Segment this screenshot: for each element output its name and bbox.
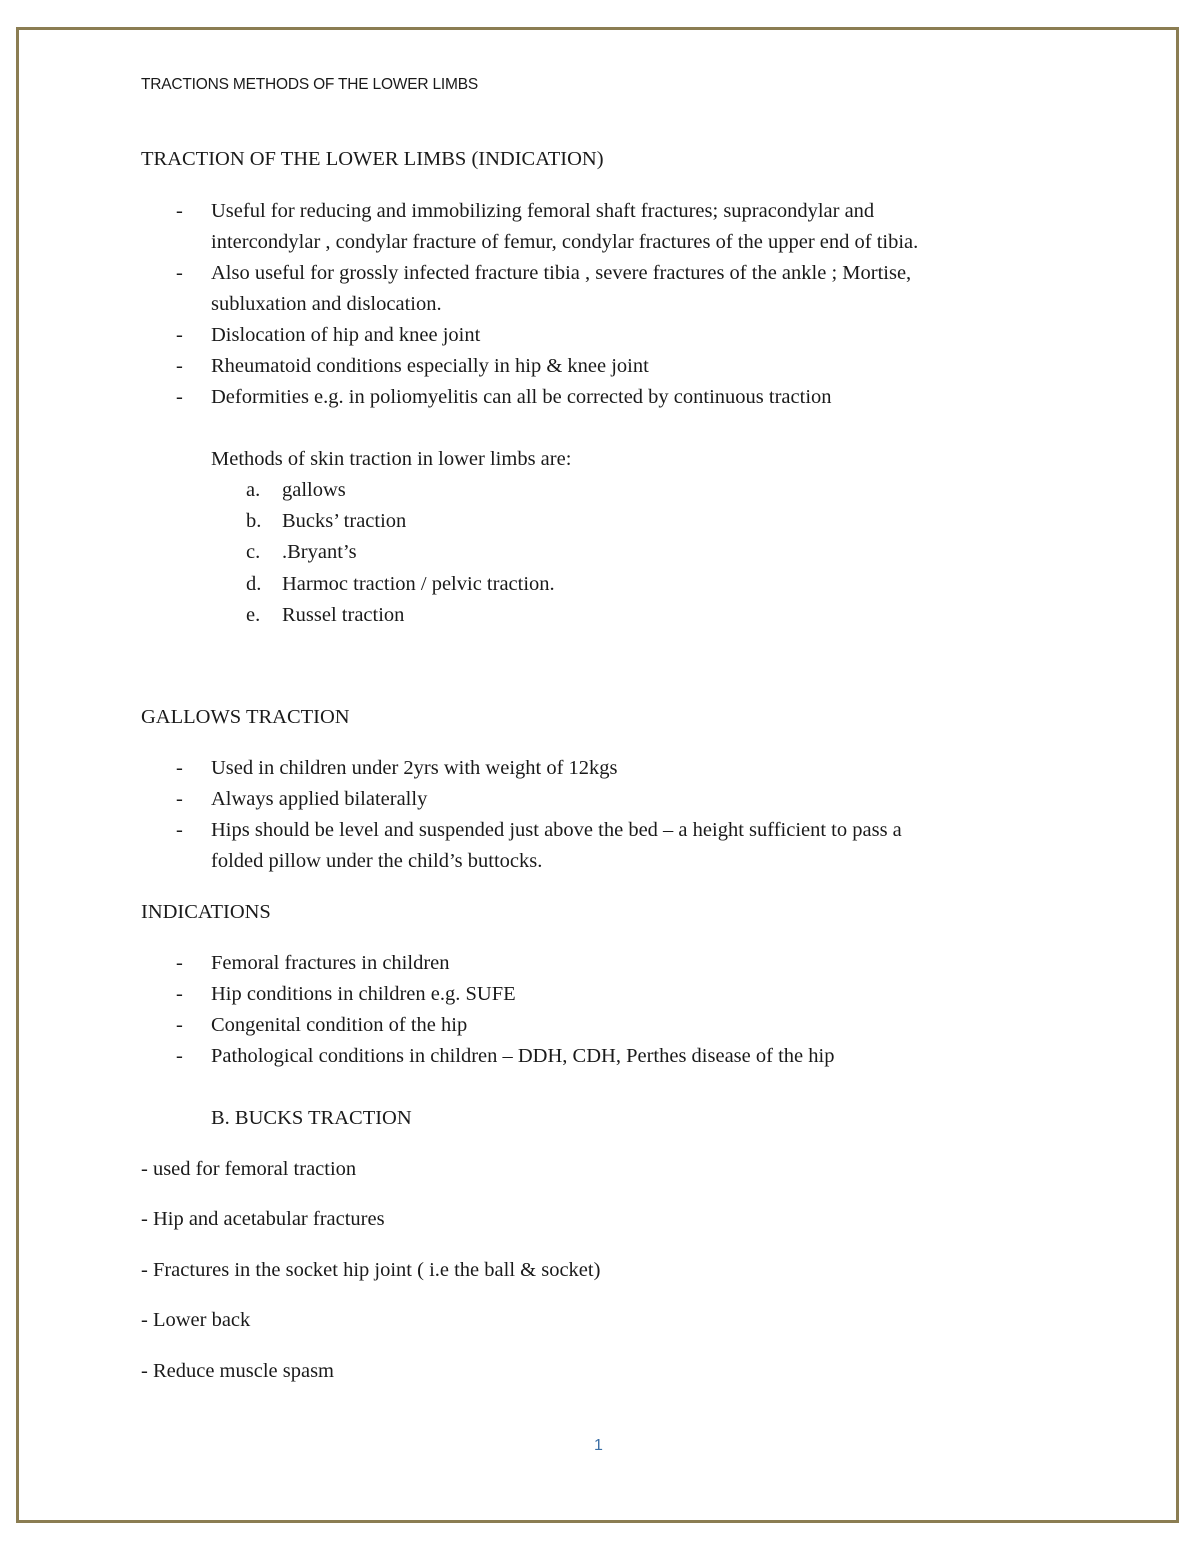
- bullet-marker: -: [176, 355, 183, 377]
- paragraph-line: - Hip and acetabular fractures: [141, 1208, 385, 1230]
- list-item: Harmoc traction / pelvic traction.: [282, 573, 555, 595]
- section-heading-gallows: GALLOWS TRACTION: [141, 706, 350, 728]
- list-marker: e.: [246, 604, 261, 626]
- paragraph-line: - Fractures in the socket hip joint ( i.e the ball & socket): [141, 1259, 601, 1281]
- methods-intro: Methods of skin traction in lower limbs are:: [211, 448, 572, 470]
- list-item: Also useful for grossly infected fracture tibia , severe fractures of the ankle ; Mortise,: [211, 262, 912, 284]
- paragraph-line: - Reduce muscle spasm: [141, 1360, 334, 1382]
- list-item: Always applied bilaterally: [211, 788, 428, 810]
- page-number: 1: [594, 1437, 603, 1454]
- paragraph-line: - used for femoral traction: [141, 1158, 357, 1180]
- bullet-marker: -: [176, 788, 183, 810]
- list-item: Dislocation of hip and knee joint: [211, 324, 481, 346]
- bullet-marker: -: [176, 1045, 183, 1067]
- bullet-marker: -: [176, 386, 183, 408]
- list-marker: d.: [246, 573, 262, 595]
- list-item: Pathological conditions in children – DDH, CDH, Perthes disease of the hip: [211, 1045, 835, 1067]
- list-item: Bucks’ traction: [282, 510, 407, 532]
- bullet-marker: -: [176, 1014, 183, 1036]
- section-heading-indications: INDICATIONS: [141, 901, 271, 923]
- list-marker: c.: [246, 541, 261, 563]
- list-item: Russel traction: [282, 604, 405, 626]
- bullet-marker: -: [176, 324, 183, 346]
- list-item: .Bryant’s: [282, 541, 357, 563]
- list-marker: b.: [246, 510, 262, 532]
- list-item: Congenital condition of the hip: [211, 1014, 468, 1036]
- bullet-marker: -: [176, 200, 183, 222]
- list-item: Deformities e.g. in poliomyelitis can all be corrected by continuous traction: [211, 386, 832, 408]
- list-item: Useful for reducing and immobilizing femoral shaft fractures; supracondylar and: [211, 200, 875, 222]
- list-item: Rheumatoid conditions especially in hip & knee joint: [211, 355, 649, 377]
- list-item: gallows: [282, 479, 346, 501]
- list-item: Hip conditions in children e.g. SUFE: [211, 983, 516, 1005]
- bullet-marker: -: [176, 757, 183, 779]
- section-heading-indication: TRACTION OF THE LOWER LIMBS (INDICATION): [141, 148, 604, 170]
- bullet-marker: -: [176, 819, 183, 841]
- bullet-marker: -: [176, 262, 183, 284]
- list-item: Femoral fractures in children: [211, 952, 450, 974]
- bullet-marker: -: [176, 952, 183, 974]
- list-item-continuation: subluxation and dislocation.: [211, 293, 442, 315]
- bullet-marker: -: [176, 983, 183, 1005]
- list-item-continuation: intercondylar , condylar fracture of femur, condylar fractures of the upper end of tibia.: [211, 231, 919, 253]
- list-marker: a.: [246, 479, 261, 501]
- paragraph-line: - Lower back: [141, 1309, 251, 1331]
- section-heading-bucks: B. BUCKS TRACTION: [211, 1107, 412, 1129]
- page-header-title: TRACTIONS METHODS OF THE LOWER LIMBS: [141, 76, 478, 93]
- list-item: Used in children under 2yrs with weight of 12kgs: [211, 757, 618, 779]
- list-item: Hips should be level and suspended just above the bed – a height sufficient to pass a: [211, 819, 902, 841]
- list-item-continuation: folded pillow under the child’s buttocks.: [211, 850, 543, 872]
